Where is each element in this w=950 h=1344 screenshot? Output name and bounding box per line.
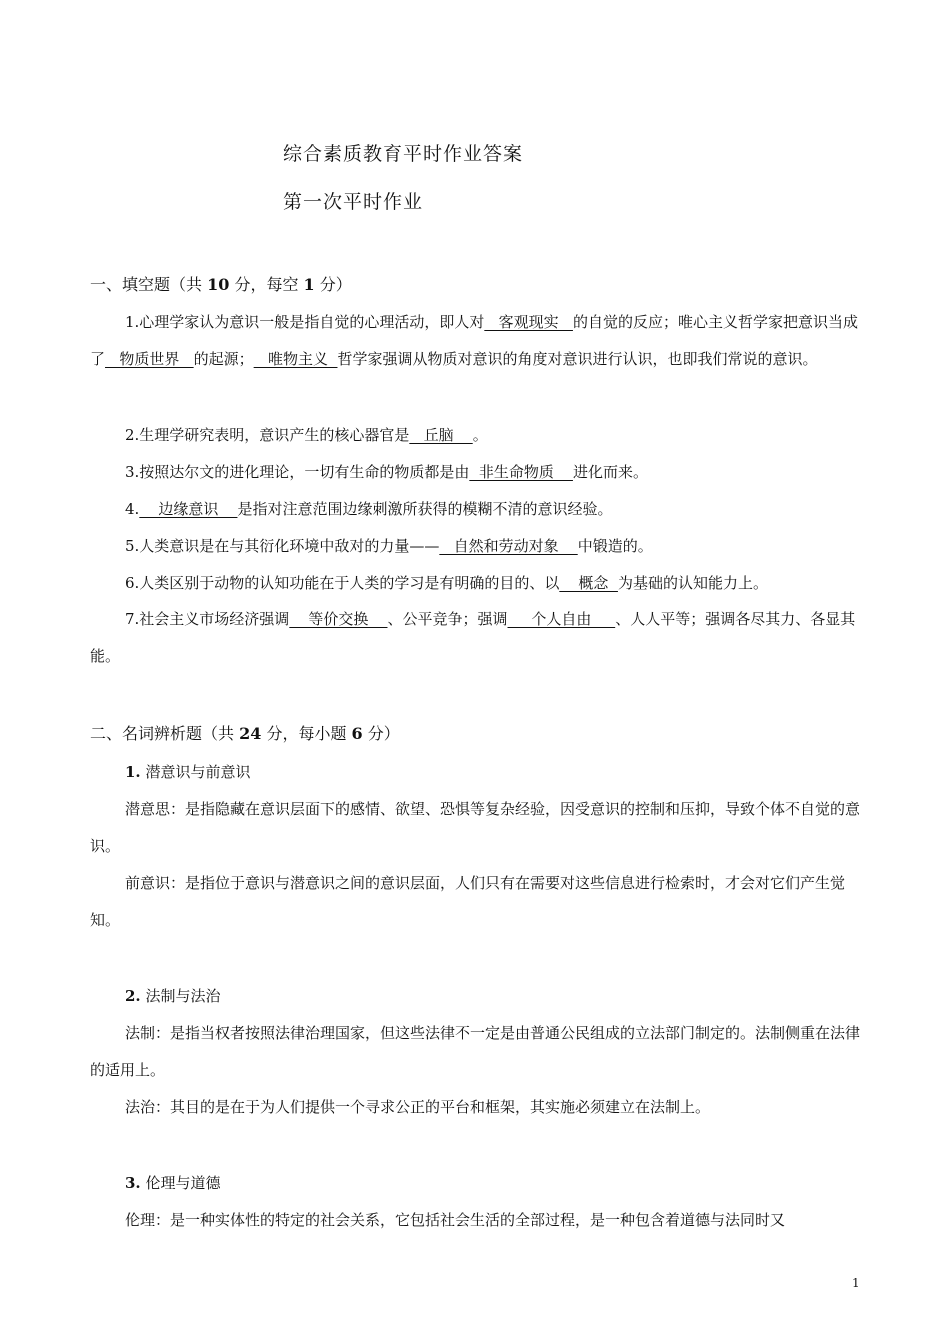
term-3-paragraph-1: 伦理：是一种实体性的特定的社会关系，它包括社会生活的全部过程，是一种包含着道德与法同时又 [125, 1211, 786, 1229]
term-3-heading: 3. 伦理与道德 [125, 1174, 221, 1192]
answer-blank: 物质世界 [105, 350, 194, 368]
term-1-paragraph-2: 前意识：是指位于意识与潜意识之间的意识层面，人们只有在需要对这些信息进行检索时，才会对它们产生觉知。 [90, 874, 846, 929]
document-title: 综合素质教育平时作业答案 [283, 143, 524, 165]
question-2: 2.生理学研究表明，意识产生的核心器官是 丘脑 。 [125, 426, 488, 444]
question-6: 6.人类区别于动物的认知功能在于人类的学习是有明确的目的、以 概念 为基础的认知能力上。 [125, 574, 768, 592]
answer-blank: 个人自由 [507, 610, 616, 628]
answer-blank: 非生命物质 [469, 463, 573, 481]
term-2-paragraph-2: 法治：其目的是在于为人们提供一个寻求公正的平台和框架，其实施必须建立在法制上。 [125, 1098, 711, 1116]
answer-blank: 唯物主义 [253, 350, 338, 368]
question-1: 1.心理学家认为意识一般是指自觉的心理活动，即人对 客观现实 的自觉的反应；唯心主义哲学家把意识当成了 物质世界 的起源； 唯物主义 哲学家强调从物质对意识的角度对意识进行认识，也即我们常说的意识。 [90, 313, 858, 368]
answer-blank: 客观现实 [484, 313, 573, 331]
section-heading-term-analysis: 二、名词辨析题（共 24 分，每小题 6 分） [90, 724, 400, 743]
section-heading-fill-in: 一、填空题（共 10 分，每空 1 分） [90, 275, 352, 294]
answer-blank: 丘脑 [409, 426, 473, 444]
term-1-paragraph-1: 潜意思：是指隐藏在意识层面下的感情、欲望、恐惧等复杂经验，因受意识的控制和压抑，导致个体不自觉的意识。 [90, 800, 861, 855]
page-number: 1 [852, 1276, 860, 1290]
answer-blank: 等价交换 [289, 610, 388, 628]
question-5: 5.人类意识是在与其衍化环境中敌对的力量—— 自然和劳动对象 中锻造的。 [125, 537, 653, 555]
answer-blank: 概念 [559, 574, 618, 592]
question-4: 4. 边缘意识 是指对注意范围边缘刺激所获得的模糊不清的意识经验。 [125, 500, 613, 518]
term-2-paragraph-1: 法制：是指当权者按照法律治理国家，但这些法律不一定是由普通公民组成的立法部门制定的。法制侧重在法律的适用上。 [90, 1024, 861, 1079]
question-7: 7.社会主义市场经济强调 等价交换 、公平竞争；强调 个人自由 、人人平等；强调各尽其力、各显其能。 [90, 610, 856, 665]
answer-blank: 自然和劳动对象 [439, 537, 578, 555]
term-1-heading: 1. 潜意识与前意识 [125, 763, 251, 781]
document-subtitle: 第一次平时作业 [283, 191, 424, 213]
term-2-heading: 2. 法制与法治 [125, 987, 221, 1005]
answer-blank: 边缘意识 [139, 500, 238, 518]
question-3: 3.按照达尔文的进化理论，一切有生命的物质都是由 非生命物质 进化而来。 [125, 463, 648, 481]
